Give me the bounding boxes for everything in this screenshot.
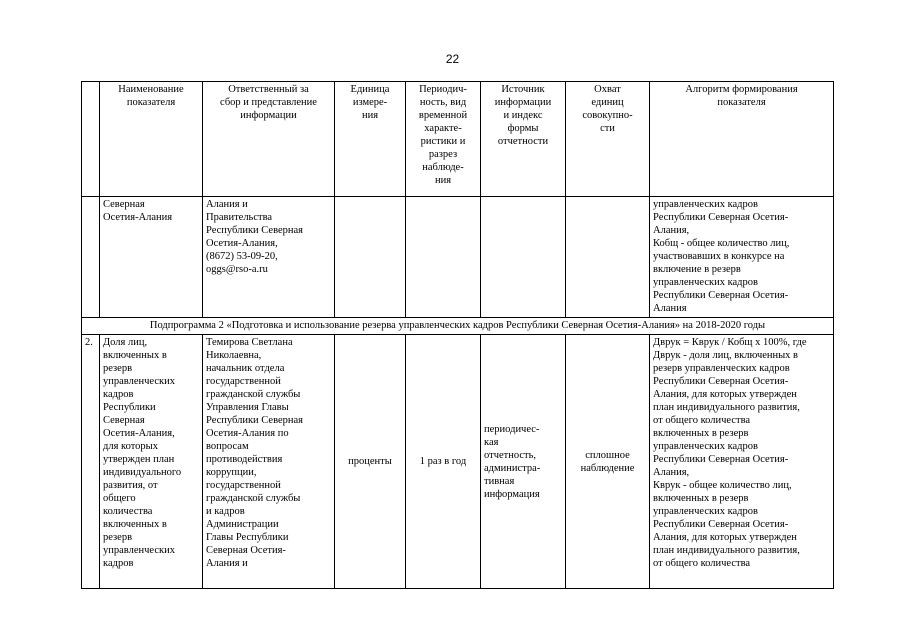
cell-source <box>481 197 566 318</box>
cell-unit <box>335 197 406 318</box>
header-cell-number <box>82 82 100 197</box>
cell-coverage <box>566 197 650 318</box>
cell-number <box>82 197 100 318</box>
cell-algorithm: управленческих кадров Республики Северная Осетия- Алания, Кобщ - общее количество лиц, участвовавших в конкурсе на включение в резерв управленческих кадров Республики Северная Осетия- Алания <box>650 197 834 318</box>
cell-periodicity <box>406 197 481 318</box>
subprogram-row <box>82 318 834 335</box>
cell-name: Северная Осетия-Алания <box>100 197 203 318</box>
cell-unit: проценты <box>335 335 406 589</box>
cell-number: 2. <box>82 335 100 589</box>
page-number: 22 <box>445 52 460 66</box>
subprogram-title: Подпрограмма 2 «Подготовка и использование резерва управленческих кадров Республики Северная Осетия-Алания» на 2018-2020 годы <box>82 318 834 335</box>
header-cell-source: Источник информации и индекс формы отчетности <box>481 82 566 197</box>
cell-source: периодичес- кая отчетность, администра- тивная информация <box>481 335 566 589</box>
indicator-table <box>81 81 834 589</box>
header-cell-coverage: Охват единиц совокупно- сти <box>566 82 650 197</box>
cell-name: Доля лиц, включенных в резерв управленческих кадров Республики Северная Осетия-Алания, для которых утвержден план индивидуального развития, от общего количества включенных в резерв управленческих кадров <box>100 335 203 589</box>
header-cell-name: Наименование показателя <box>100 82 203 197</box>
cell-coverage: сплошное наблюдение <box>566 335 650 589</box>
table-row-indicator-2 <box>82 335 834 589</box>
table-row-continuation <box>82 197 834 318</box>
cell-periodicity: 1 раз в год <box>406 335 481 589</box>
header-cell-unit: Единица измере- ния <box>335 82 406 197</box>
cell-responsible: Темирова Светлана Николаевна, начальник отдела государственной гражданской службы Управления Главы Республики Северная Осетия-Алания по вопросам противодействия коррупции, государственной гражданской службы и кадров Администрации Главы Республики Северная Осетия- Алания и <box>203 335 335 589</box>
header-cell-algorithm: Алгоритм формирования показателя <box>650 82 834 197</box>
cell-algorithm: Дврук = Кврук / Кобщ х 100%, где Дврук - доля лиц, включенных в резерв управленческих кадров Республики Северная Осетия- Алания, для которых утвержден план индивидуального развития, от общего количества включенных в резерв управленческих кадров Республики Северная Осетия- Алания, Кврук - общее количество лиц, включенных в резерв управленческих кадров Республики Северная Осетия- Алания, для которых утвержден план индивидуального развития, от общего количества <box>650 335 834 589</box>
header-cell-responsible: Ответственный за сбор и представление информации <box>203 82 335 197</box>
header-row <box>82 82 834 197</box>
header-cell-periodicity: Периодич- ность, вид временной характе- ристики и разрез наблюде- ния <box>406 82 481 197</box>
cell-responsible: Алания и Правительства Республики Северная Осетия-Алания, (8672) 53-09-20, oggs@rso-a.ru <box>203 197 335 318</box>
